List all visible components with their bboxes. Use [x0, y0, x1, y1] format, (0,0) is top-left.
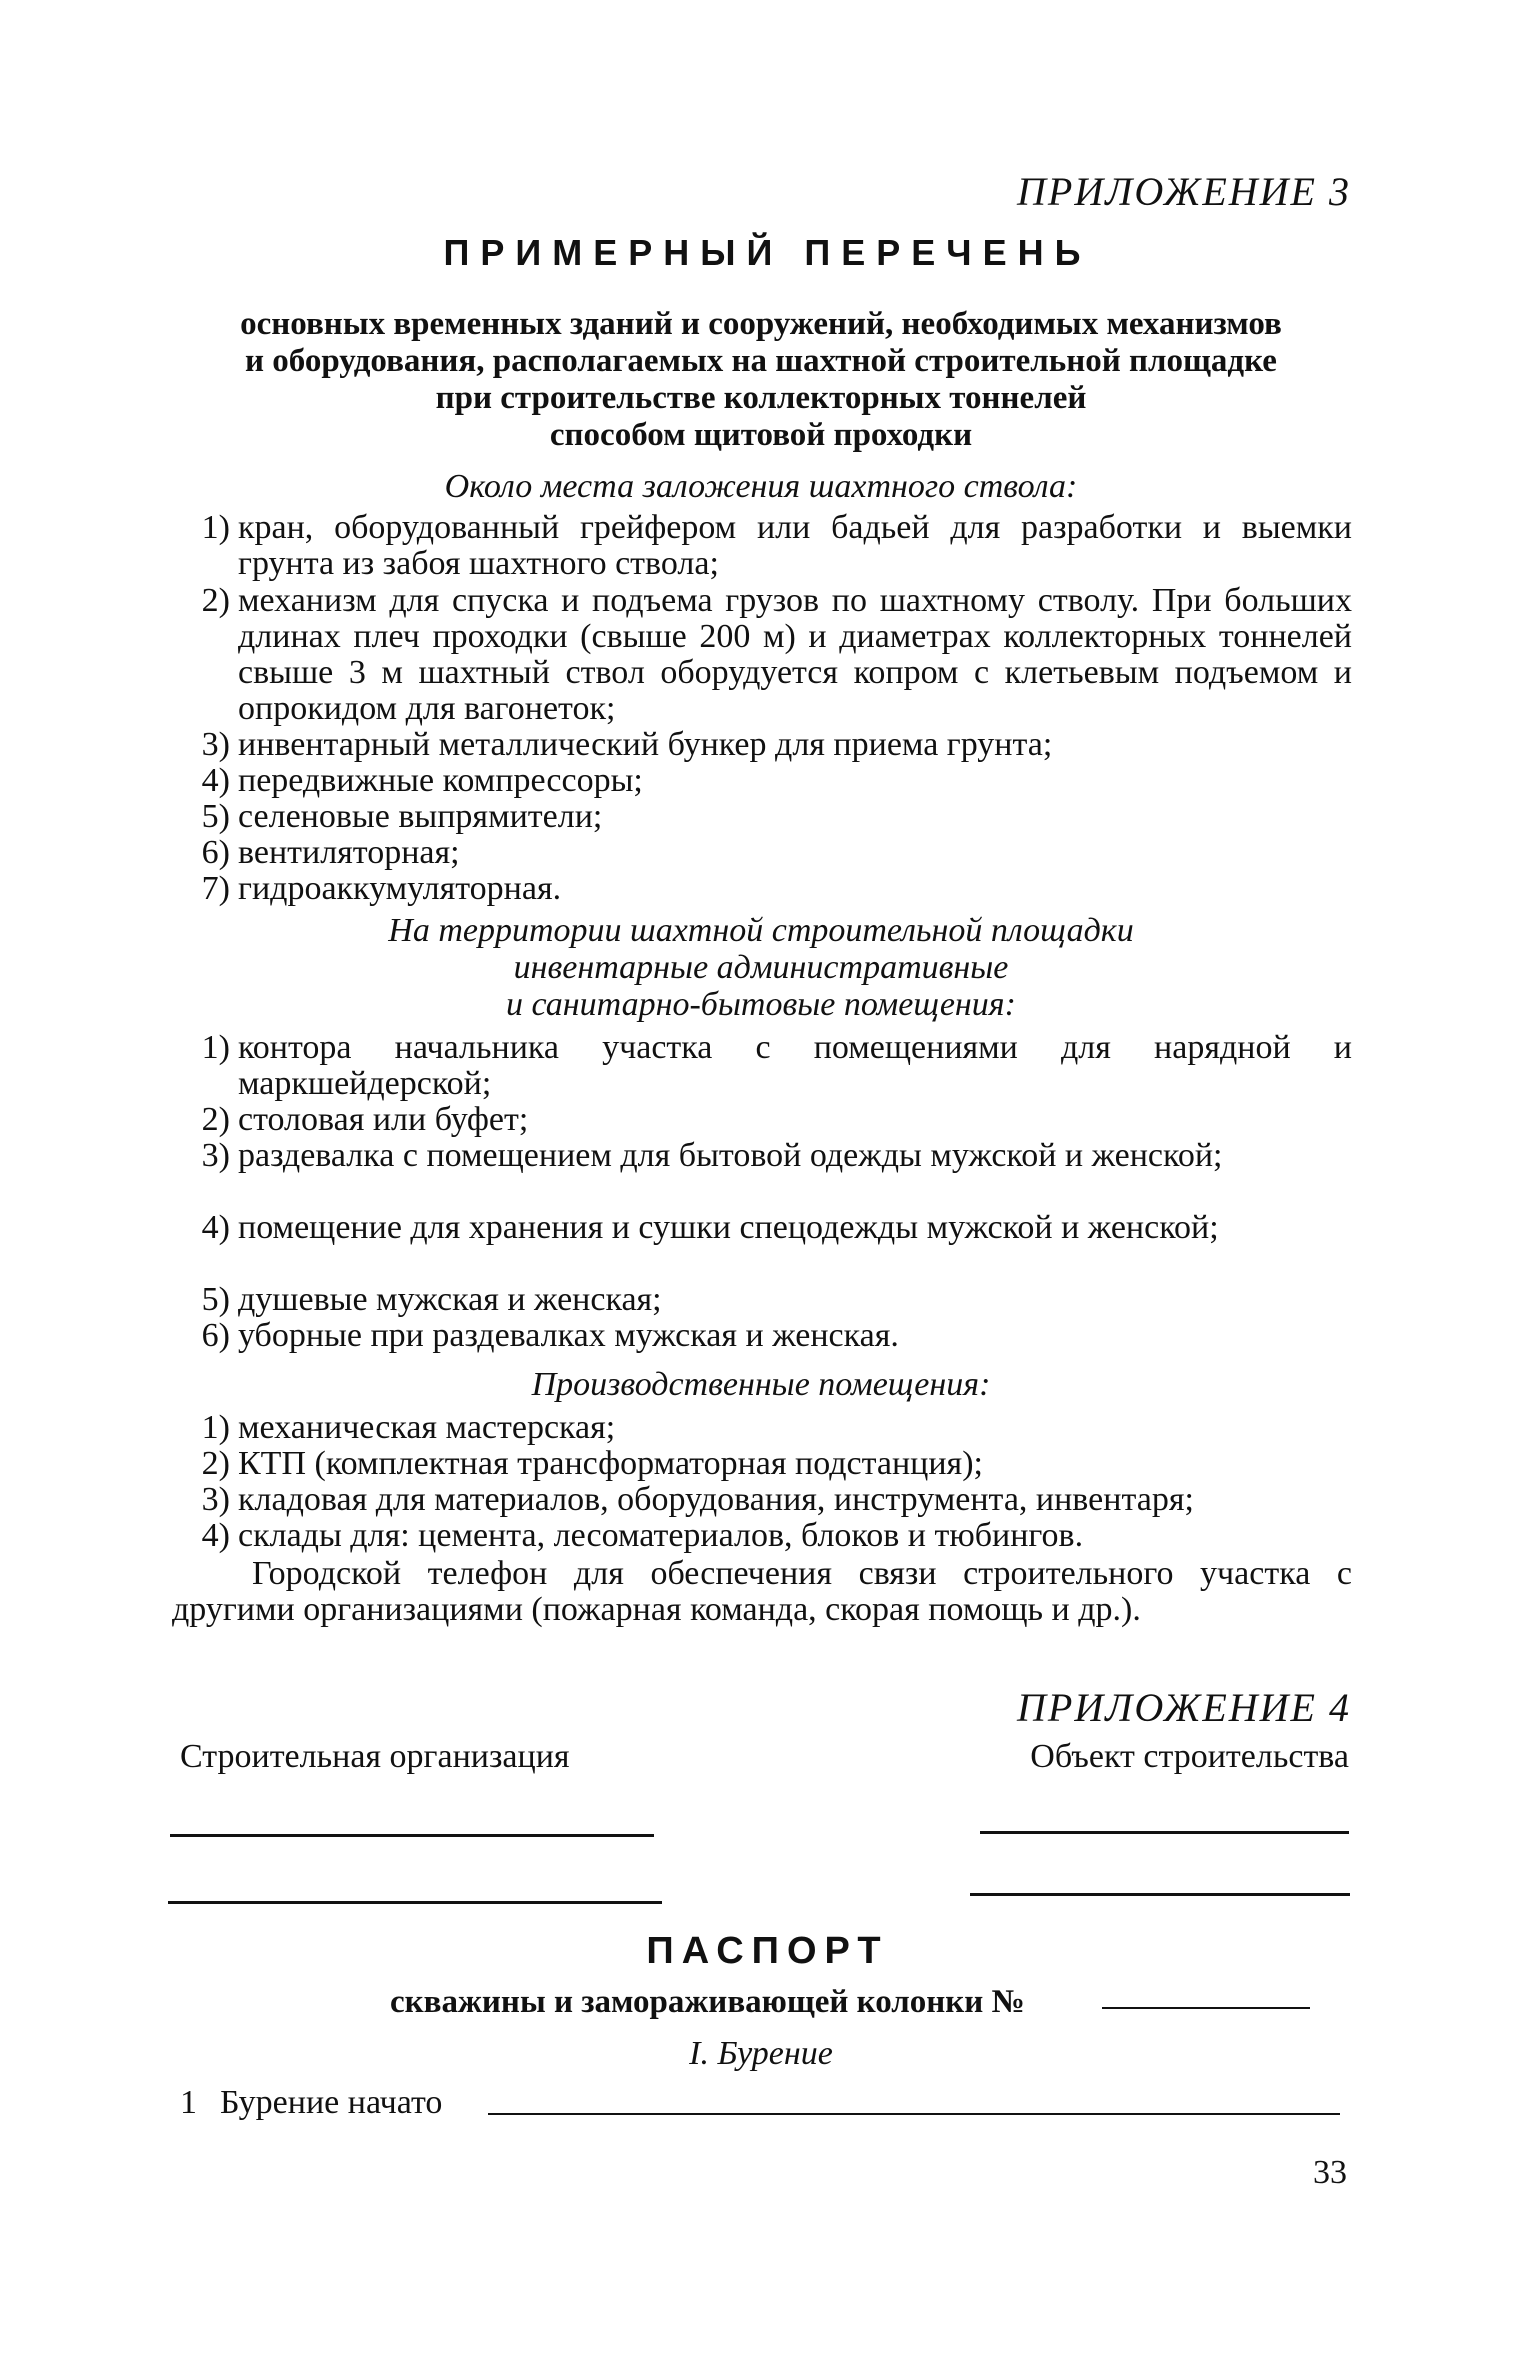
item-text: столовая или буфет;	[238, 1101, 529, 1138]
list-item	[172, 1318, 1352, 1354]
item-number: 1)	[201, 1029, 230, 1066]
item-text: душевые мужская и женская;	[238, 1281, 662, 1318]
item-number: 7)	[201, 870, 230, 907]
list-item	[172, 1102, 1352, 1138]
item-number: 4)	[201, 1209, 230, 1246]
item-number: 2)	[201, 582, 230, 619]
list-item	[172, 1210, 1352, 1246]
field-number: 1	[180, 2084, 197, 2121]
section-2-heading	[170, 912, 1352, 1023]
subtitle-line: основных временных зданий и сооружений, необходимых механизмов	[240, 306, 1282, 342]
item-number: 4)	[201, 762, 230, 799]
item-text: кран, оборудованный грейфером или бадьей для разработки и выемки грунта из забоя шахтного ствола;	[238, 509, 1352, 582]
list-item	[172, 727, 1352, 763]
list-item	[172, 835, 1352, 871]
list-item	[172, 583, 1352, 727]
item-number: 3)	[201, 1137, 230, 1174]
organization-blank-line	[168, 1901, 662, 1904]
item-number: 6)	[201, 834, 230, 871]
list-subtitle	[170, 306, 1352, 454]
item-text: инвентарный металлический бункер для приема грунта;	[238, 726, 1053, 763]
list-item	[172, 1030, 1352, 1102]
item-text: механизм для спуска и подъема грузов по шахтному стволу. При больших длинах плеч проходки (свыше 200 м) и диаметрах коллекторных тоннелей свыше 3 м шахтный ствол оборудуется копром с клетьевым подъемом и опрокидом для вагонеток;	[238, 582, 1352, 727]
closing-paragraph: Городской телефон для обеспечения связи строительного участка с другими организациями (пожарная команда, скорая помощь и др.).	[172, 1555, 1352, 1628]
section-2-heading-line: На территории шахтной строительной площадки	[388, 912, 1134, 949]
drilling-started-blank-line	[488, 2113, 1340, 2115]
subtitle-line: способом щитовой проходки	[549, 417, 973, 453]
item-number: 6)	[201, 1317, 230, 1354]
item-number: 2)	[201, 1445, 230, 1482]
list-item	[172, 871, 1352, 907]
item-number: 5)	[201, 1281, 230, 1318]
item-text: КТП (комплектная трансформаторная подстанция);	[238, 1445, 983, 1482]
item-number: 1)	[201, 1409, 230, 1446]
list-item	[172, 799, 1352, 835]
item-text: помещение для хранения и сушки спецодежды мужской и женской;	[238, 1209, 1219, 1246]
list-item	[172, 1410, 1352, 1446]
item-text: склады для: цемента, лесоматериалов, блоков и тюбингов.	[238, 1517, 1084, 1554]
subtitle-line: и оборудования, располагаемых на шахтной строительной площадке	[245, 343, 1277, 379]
passport-subtitle: скважины и замораживающей колонки №	[390, 1984, 1025, 2020]
column-number-blank-line	[1102, 2007, 1310, 2009]
item-text: передвижные компрессоры;	[238, 762, 643, 799]
item-text: контора начальника участка с помещениями для нарядной и маркшейдерской;	[238, 1029, 1352, 1102]
drilling-section-heading: I. Бурение	[689, 2035, 833, 2072]
construction-object-label: Объект строительства	[1030, 1738, 1349, 1775]
list-item	[172, 763, 1352, 799]
appendix-3-label: ПРИЛОЖЕНИЕ 3	[1017, 169, 1351, 214]
item-number: 5)	[201, 798, 230, 835]
item-text: селеновые выпрямители;	[238, 798, 603, 835]
drilling-started-label: Бурение начато	[220, 2084, 443, 2121]
section-1-heading: Около места заложения шахтного ствола:	[444, 468, 1078, 505]
organization-blank-line	[170, 1834, 654, 1837]
construction-organization-label: Строительная организация	[180, 1738, 570, 1775]
section-2-heading-line: инвентарные административные	[513, 949, 1009, 986]
item-text: гидроаккумуляторная.	[238, 870, 562, 907]
item-text: уборные при раздевалках мужская и женская.	[238, 1317, 899, 1354]
object-blank-line	[980, 1831, 1349, 1834]
item-number: 4)	[201, 1517, 230, 1554]
item-text: механическая мастерская;	[238, 1409, 616, 1446]
subtitle-line: при строительстве коллекторных тоннелей	[435, 380, 1087, 416]
item-number: 1)	[201, 509, 230, 546]
list-item	[172, 1138, 1352, 1174]
item-number: 2)	[201, 1101, 230, 1138]
list-item	[172, 1482, 1352, 1518]
item-text: раздевалка с помещением для бытовой одежды мужской и женской;	[238, 1137, 1223, 1174]
item-text: кладовая для материалов, оборудования, инструмента, инвентаря;	[238, 1481, 1194, 1518]
item-number: 3)	[201, 1481, 230, 1518]
object-blank-line	[970, 1893, 1350, 1896]
list-item	[172, 1282, 1352, 1318]
item-number: 3)	[201, 726, 230, 763]
section-2-heading-line: и санитарно-бытовые помещения:	[506, 986, 1016, 1023]
list-item	[172, 1446, 1352, 1482]
section-3-heading: Производственные помещения:	[531, 1366, 991, 1403]
list-item	[172, 510, 1352, 582]
item-text: вентиляторная;	[238, 834, 460, 871]
list-item	[172, 1518, 1352, 1554]
passport-title: ПАСПОРТ	[646, 1930, 889, 1972]
list-title: ПРИМЕРНЫЙ ПЕРЕЧЕНЬ	[443, 232, 1092, 273]
page-number: 33	[1313, 2154, 1347, 2191]
appendix-4-label: ПРИЛОЖЕНИЕ 4	[1017, 1685, 1351, 1730]
